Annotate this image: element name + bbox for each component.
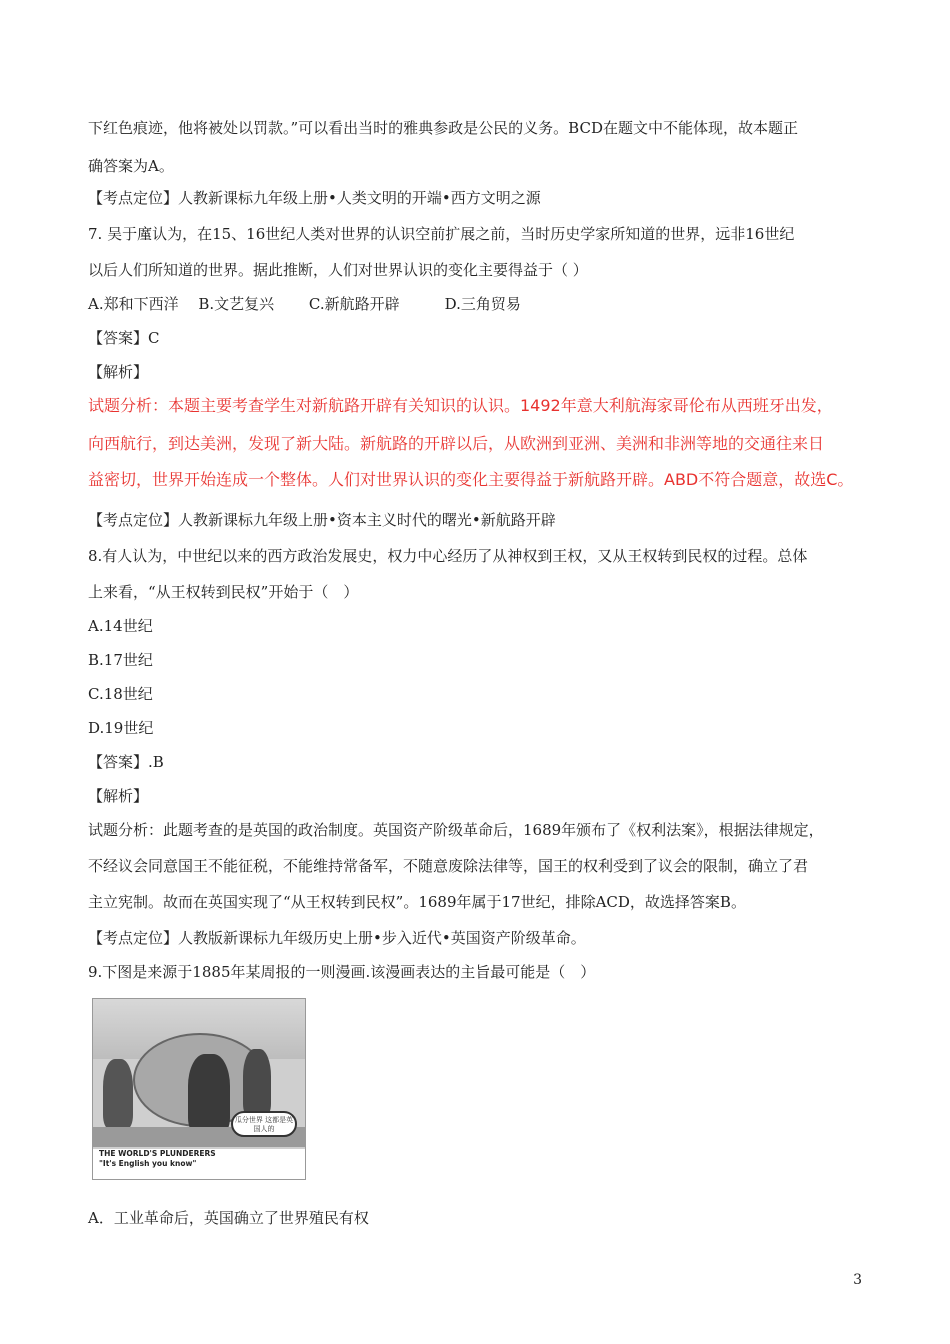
analysis-text: 试题分析：此题考查的是英国的政治制度。英国资产阶级革命后，1689年颁布了《权利法案》，根据法律规定， — [88, 821, 824, 839]
cartoon-figure — [243, 1049, 271, 1117]
text-line: 下红色痕迹，他将被处以罚款。”可以看出当时的雅典参政是公民的义务。BCD在题文中不能体现，故本题正 — [88, 119, 798, 137]
option-c: C.18世纪 — [88, 685, 153, 703]
knowledge-point: 【考点定位】人教版新课标九年级历史上册•步入近代•英国资产阶级革命。 — [88, 929, 586, 947]
knowledge-point: 【考点定位】人教新课标九年级上册•人类文明的开端•西方文明之源 — [88, 189, 541, 207]
question-7-options: A.郑和下西洋 B.文艺复兴 C.新航路开辟 D.三角贸易 — [88, 295, 521, 313]
analysis-heading: 【解析】 — [88, 787, 149, 805]
option-d: D.19世纪 — [88, 719, 154, 737]
page-number: 3 — [853, 1272, 862, 1288]
answer: 【答案】.B — [88, 753, 164, 771]
analysis-text: 主立宪制。故而在英国实现了“从王权转到民权”。1689年属于17世纪，排除ACD，故选择答案B。 — [88, 893, 746, 911]
analysis-text-red: 试题分析：本题主要考查学生对新航路开辟有关知识的认识。1492年意大利航海家哥伦布从西班牙出发， — [88, 396, 833, 415]
question-9-option-a: A．工业革命后，英国确立了世界殖民有权 — [88, 1209, 369, 1227]
option-a: A.14世纪 — [88, 617, 153, 635]
analysis-heading: 【解析】 — [88, 363, 149, 381]
analysis-text-red: 益密切，世界开始连成一个整体。人们对世界认识的变化主要得益于新航路开辟。ABD不符合题意，故选C。 — [88, 470, 854, 489]
cartoon-figure — [188, 1054, 230, 1134]
cartoon-image — [92, 998, 306, 1180]
answer: 【答案】C — [88, 329, 160, 347]
cartoon-caption — [93, 1149, 305, 1179]
text-line: 上来看，“从王权转到民权”开始于（ ） — [88, 583, 359, 601]
option-b: B.17世纪 — [88, 651, 153, 669]
cartoon-caption-title: THE WORLD'S PLUNDERERS — [99, 1149, 216, 1158]
text-line: 以后人们所知道的世界。据此推断，人们对世界认识的变化主要得益于（ ） — [88, 261, 588, 279]
knowledge-point: 【考点定位】人教新课标九年级上册•资本主义时代的曙光•新航路开辟 — [88, 511, 556, 529]
question-8: 8.有人认为，中世纪以来的西方政治发展史，权力中心经历了从神权到王权，又从王权转到民权的过程。总体 — [88, 547, 808, 565]
analysis-text: 不经议会同意国王不能征税，不能维持常备军，不随意废除法律等，国王的权利受到了议会的限制，确立了君 — [88, 857, 809, 875]
cartoon-caption-subtitle: "It's English you know" — [99, 1159, 197, 1168]
cartoon-figure — [103, 1059, 133, 1129]
question-7: 7. 吴于廑认为，在15、16世纪人类对世界的认识空前扩展之前，当时历史学家所知道的世界，远非16世纪 — [88, 225, 795, 243]
text-line: 确答案为A。 — [88, 157, 174, 175]
question-9: 9.下图是来源于1885年某周报的一则漫画.该漫画表达的主旨最可能是（ ） — [88, 963, 596, 981]
speech-bubble: 瓜分世界 这都是英国人的 — [231, 1111, 297, 1137]
analysis-text-red: 向西航行，到达美洲，发现了新大陆。新航路的开辟以后，从欧洲到亚洲、美洲和非洲等地的交通往来日 — [88, 434, 825, 453]
